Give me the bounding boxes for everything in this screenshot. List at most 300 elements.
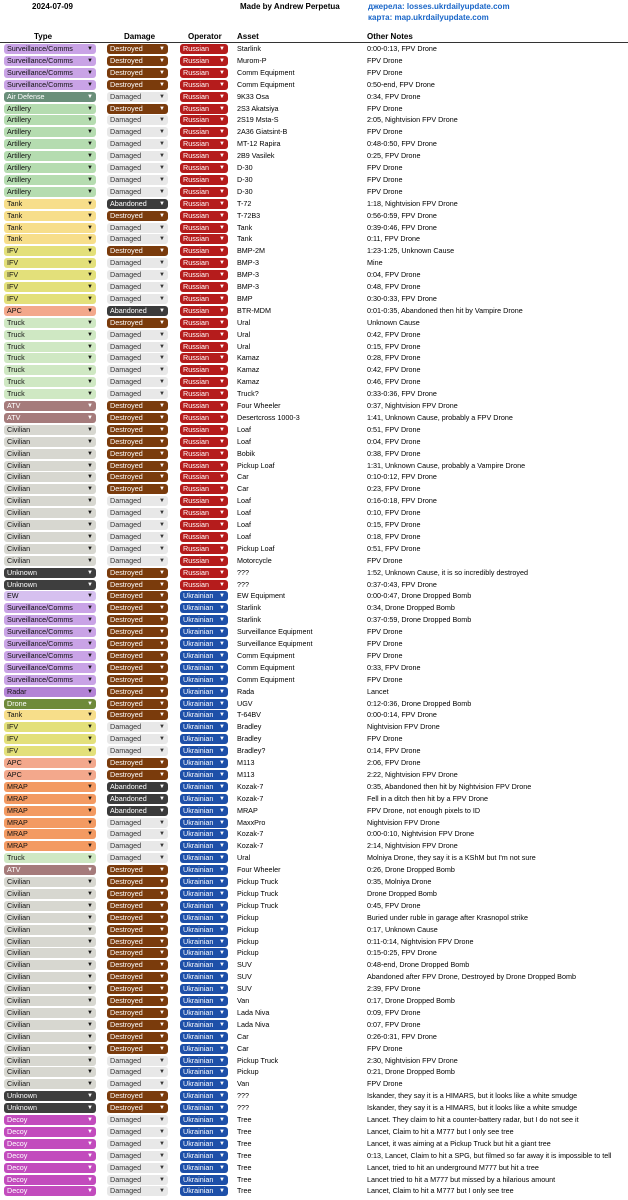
operator-select[interactable] [180, 234, 228, 244]
operator-select[interactable] [180, 1175, 228, 1185]
damage-select[interactable] [107, 1091, 168, 1101]
type-select[interactable] [4, 603, 96, 613]
damage-select[interactable] [107, 687, 168, 697]
type-select[interactable] [4, 211, 96, 221]
type-select[interactable] [4, 532, 96, 542]
type-select[interactable] [4, 80, 96, 90]
operator-select[interactable] [180, 377, 228, 387]
damage-select[interactable] [107, 782, 168, 792]
damage-select[interactable] [107, 425, 168, 435]
damage-select[interactable] [107, 758, 168, 768]
type-select[interactable] [4, 1032, 96, 1042]
operator-select[interactable] [180, 318, 228, 328]
type-select[interactable] [4, 413, 96, 423]
type-select[interactable] [4, 437, 96, 447]
damage-select[interactable] [107, 889, 168, 899]
damage-select[interactable] [107, 960, 168, 970]
damage-select[interactable] [107, 92, 168, 102]
type-select[interactable] [4, 68, 96, 78]
operator-select[interactable] [180, 568, 228, 578]
type-select[interactable] [4, 484, 96, 494]
operator-select[interactable] [180, 80, 228, 90]
operator-select[interactable] [180, 758, 228, 768]
operator-select[interactable] [180, 829, 228, 839]
type-select[interactable] [4, 449, 96, 459]
operator-select[interactable] [180, 1151, 228, 1161]
damage-select[interactable] [107, 139, 168, 149]
type-select-label: Civilian [7, 984, 31, 994]
type-select[interactable] [4, 223, 96, 233]
type-select[interactable] [4, 782, 96, 792]
damage-select[interactable] [107, 913, 168, 923]
operator-select[interactable] [180, 556, 228, 566]
damage-select[interactable] [107, 1079, 168, 1089]
operator-select[interactable] [180, 437, 228, 447]
operator-select[interactable] [180, 496, 228, 506]
damage-select[interactable] [107, 710, 168, 720]
type-select[interactable] [4, 651, 96, 661]
damage-select-label: Destroyed [110, 984, 143, 994]
damage-select[interactable] [107, 925, 168, 935]
type-select[interactable] [4, 306, 96, 316]
damage-select[interactable] [107, 663, 168, 673]
damage-select[interactable] [107, 115, 168, 125]
damage-select[interactable] [107, 818, 168, 828]
operator-select[interactable] [180, 342, 228, 352]
type-select[interactable] [4, 1186, 96, 1196]
operator-select[interactable] [180, 282, 228, 292]
operator-select[interactable] [180, 425, 228, 435]
sources-link[interactable]: джерела: losses.ukrdailyupdate.com [368, 2, 510, 11]
damage-select[interactable] [107, 651, 168, 661]
damage-select[interactable] [107, 603, 168, 613]
type-select-label: Artillery [7, 186, 31, 196]
type-select[interactable] [4, 199, 96, 209]
operator-select[interactable] [180, 44, 228, 54]
type-select[interactable] [4, 960, 96, 970]
type-select[interactable] [4, 56, 96, 66]
type-select[interactable] [4, 1044, 96, 1054]
damage-select[interactable] [107, 437, 168, 447]
damage-select[interactable] [107, 163, 168, 173]
operator-select[interactable] [180, 937, 228, 947]
type-select[interactable] [4, 1115, 96, 1125]
damage-select[interactable] [107, 639, 168, 649]
type-select[interactable] [4, 794, 96, 804]
damage-select[interactable] [107, 675, 168, 685]
type-select[interactable] [4, 389, 96, 399]
type-select[interactable] [4, 591, 96, 601]
type-select[interactable] [4, 948, 96, 958]
operator-select[interactable] [180, 56, 228, 66]
type-select[interactable] [4, 496, 96, 506]
type-select[interactable] [4, 175, 96, 185]
operator-select[interactable] [180, 806, 228, 816]
type-select[interactable] [4, 1020, 96, 1030]
type-select[interactable] [4, 282, 96, 292]
damage-select[interactable] [107, 389, 168, 399]
operator-select[interactable] [180, 889, 228, 899]
type-select[interactable] [4, 508, 96, 518]
type-select[interactable] [4, 1056, 96, 1066]
operator-select[interactable] [180, 246, 228, 256]
damage-select[interactable] [107, 806, 168, 816]
damage-select[interactable] [107, 449, 168, 459]
type-select[interactable] [4, 1151, 96, 1161]
operator-select[interactable] [180, 615, 228, 625]
operator-select[interactable] [180, 746, 228, 756]
operator-select[interactable] [180, 532, 228, 542]
operator-select[interactable] [180, 1008, 228, 1018]
operator-select[interactable] [180, 734, 228, 744]
type-select[interactable] [4, 127, 96, 137]
damage-select[interactable] [107, 829, 168, 839]
type-select[interactable] [4, 365, 96, 375]
operator-select[interactable] [180, 687, 228, 697]
damage-select[interactable] [107, 1151, 168, 1161]
damage-select[interactable] [107, 353, 168, 363]
damage-select[interactable] [107, 270, 168, 280]
operator-select[interactable] [180, 841, 228, 851]
operator-select[interactable] [180, 306, 228, 316]
type-select[interactable] [4, 889, 96, 899]
type-select[interactable] [4, 377, 96, 387]
operator-select[interactable] [180, 187, 228, 197]
damage-select[interactable] [107, 258, 168, 268]
type-select[interactable] [4, 44, 96, 54]
type-select[interactable] [4, 258, 96, 268]
operator-select[interactable] [180, 603, 228, 613]
type-select[interactable] [4, 270, 96, 280]
operator-select[interactable] [180, 877, 228, 887]
operator-select[interactable] [180, 472, 228, 482]
operator-select[interactable] [180, 960, 228, 970]
damage-select[interactable] [107, 246, 168, 256]
damage-select[interactable] [107, 794, 168, 804]
chevron-down-icon: ▼ [219, 724, 225, 731]
type-select[interactable] [4, 139, 96, 149]
operator-select[interactable] [180, 1067, 228, 1077]
type-select[interactable] [4, 568, 96, 578]
operator-select[interactable] [180, 115, 228, 125]
type-select[interactable] [4, 615, 96, 625]
damage-select[interactable] [107, 56, 168, 66]
damage-select[interactable] [107, 1020, 168, 1030]
operator-select[interactable] [180, 484, 228, 494]
type-select[interactable] [4, 1079, 96, 1089]
type-select[interactable] [4, 115, 96, 125]
type-select[interactable] [4, 937, 96, 947]
type-select[interactable] [4, 806, 96, 816]
operator-select[interactable] [180, 294, 228, 304]
operator-select[interactable] [180, 104, 228, 114]
operator-select[interactable] [180, 913, 228, 923]
type-select[interactable] [4, 520, 96, 530]
damage-select[interactable] [107, 877, 168, 887]
type-select[interactable] [4, 972, 96, 982]
damage-select[interactable] [107, 948, 168, 958]
type-select[interactable] [4, 687, 96, 697]
damage-select-label: Destroyed [110, 936, 143, 946]
type-select[interactable] [4, 984, 96, 994]
operator-select[interactable] [180, 901, 228, 911]
type-select[interactable] [4, 770, 96, 780]
damage-select[interactable] [107, 1139, 168, 1149]
operator-select[interactable] [180, 175, 228, 185]
operator-select[interactable] [180, 508, 228, 518]
damage-select[interactable] [107, 318, 168, 328]
damage-select[interactable] [107, 1186, 168, 1196]
type-select[interactable] [4, 699, 96, 709]
damage-select[interactable] [107, 746, 168, 756]
operator-select[interactable] [180, 1103, 228, 1113]
operator-select[interactable] [180, 996, 228, 1006]
operator-select[interactable] [180, 1079, 228, 1089]
type-select[interactable] [4, 246, 96, 256]
operator-select[interactable] [180, 461, 228, 471]
type-select[interactable] [4, 187, 96, 197]
operator-select[interactable] [180, 1056, 228, 1066]
type-select[interactable] [4, 663, 96, 673]
operator-select[interactable] [180, 520, 228, 530]
operator-select[interactable] [180, 865, 228, 875]
damage-select[interactable] [107, 615, 168, 625]
damage-select[interactable] [107, 234, 168, 244]
damage-select[interactable] [107, 972, 168, 982]
damage-select[interactable] [107, 568, 168, 578]
damage-select[interactable] [107, 80, 168, 90]
damage-select[interactable] [107, 496, 168, 506]
damage-select[interactable] [107, 544, 168, 554]
damage-select[interactable] [107, 1008, 168, 1018]
operator-select[interactable] [180, 925, 228, 935]
type-select[interactable] [4, 318, 96, 328]
damage-select[interactable] [107, 627, 168, 637]
damage-select[interactable] [107, 1056, 168, 1066]
type-select[interactable] [4, 330, 96, 340]
operator-select[interactable] [180, 591, 228, 601]
operator-select[interactable] [180, 794, 228, 804]
operator-select[interactable] [180, 948, 228, 958]
damage-select[interactable] [107, 841, 168, 851]
damage-select[interactable] [107, 306, 168, 316]
damage-select[interactable] [107, 722, 168, 732]
operator-select[interactable] [180, 68, 228, 78]
damage-select[interactable] [107, 532, 168, 542]
operator-select[interactable] [180, 853, 228, 863]
type-select[interactable] [4, 104, 96, 114]
damage-select[interactable] [107, 699, 168, 709]
type-select[interactable] [4, 877, 96, 887]
damage-select[interactable] [107, 937, 168, 947]
type-select[interactable] [4, 342, 96, 352]
type-select[interactable] [4, 401, 96, 411]
operator-select[interactable] [180, 163, 228, 173]
type-select[interactable] [4, 472, 96, 482]
damage-select[interactable] [107, 211, 168, 221]
operator-select-label: Ukrainian [183, 1162, 214, 1172]
type-select[interactable] [4, 675, 96, 685]
damage-select[interactable] [107, 365, 168, 375]
damage-select[interactable] [107, 1115, 168, 1125]
damage-select[interactable] [107, 1163, 168, 1173]
damage-select[interactable] [107, 508, 168, 518]
damage-select[interactable] [107, 377, 168, 387]
damage-select[interactable] [107, 1067, 168, 1077]
type-select[interactable] [4, 163, 96, 173]
type-select[interactable] [4, 1067, 96, 1077]
damage-select[interactable] [107, 734, 168, 744]
damage-select[interactable] [107, 1175, 168, 1185]
chevron-down-icon: ▼ [219, 176, 225, 183]
damage-select[interactable] [107, 175, 168, 185]
operator-select[interactable] [180, 770, 228, 780]
type-select[interactable] [4, 1175, 96, 1185]
damage-select[interactable] [107, 580, 168, 590]
operator-select[interactable] [180, 1044, 228, 1054]
damage-select[interactable] [107, 413, 168, 423]
damage-select[interactable] [107, 984, 168, 994]
type-select[interactable] [4, 556, 96, 566]
type-select[interactable] [4, 627, 96, 637]
operator-select[interactable] [180, 972, 228, 982]
operator-select[interactable] [180, 401, 228, 411]
type-select[interactable] [4, 234, 96, 244]
operator-select[interactable] [180, 139, 228, 149]
type-select[interactable] [4, 865, 96, 875]
operator-select[interactable] [180, 818, 228, 828]
operator-select[interactable] [180, 1091, 228, 1101]
type-select[interactable] [4, 829, 96, 839]
type-select[interactable] [4, 901, 96, 911]
type-select[interactable] [4, 580, 96, 590]
type-select[interactable] [4, 913, 96, 923]
type-select[interactable] [4, 151, 96, 161]
type-select[interactable] [4, 461, 96, 471]
damage-select[interactable] [107, 68, 168, 78]
operator-select[interactable] [180, 663, 228, 673]
damage-select[interactable] [107, 461, 168, 471]
type-select[interactable] [4, 1139, 96, 1149]
damage-select[interactable] [107, 853, 168, 863]
damage-select[interactable] [107, 44, 168, 54]
damage-select[interactable] [107, 151, 168, 161]
type-select[interactable] [4, 1091, 96, 1101]
operator-select[interactable] [180, 1139, 228, 1149]
type-select[interactable] [4, 710, 96, 720]
damage-select[interactable] [107, 1103, 168, 1113]
operator-select[interactable] [180, 1032, 228, 1042]
operator-select[interactable] [180, 223, 228, 233]
operator-select[interactable] [180, 1020, 228, 1030]
operator-select[interactable] [180, 699, 228, 709]
type-select[interactable] [4, 1008, 96, 1018]
type-select[interactable] [4, 853, 96, 863]
operator-select[interactable] [180, 710, 228, 720]
type-select[interactable] [4, 92, 96, 102]
operator-select[interactable] [180, 258, 228, 268]
damage-select[interactable] [107, 187, 168, 197]
type-select[interactable] [4, 544, 96, 554]
damage-select[interactable] [107, 330, 168, 340]
operator-select[interactable] [180, 151, 228, 161]
operator-select[interactable] [180, 782, 228, 792]
damage-select[interactable] [107, 1032, 168, 1042]
type-select[interactable] [4, 758, 96, 768]
operator-select[interactable] [180, 353, 228, 363]
operator-select[interactable] [180, 389, 228, 399]
type-select[interactable] [4, 734, 96, 744]
damage-select[interactable] [107, 770, 168, 780]
type-select[interactable] [4, 1127, 96, 1137]
damage-select[interactable] [107, 865, 168, 875]
type-select[interactable] [4, 425, 96, 435]
operator-select[interactable] [180, 1115, 228, 1125]
damage-select[interactable] [107, 294, 168, 304]
damage-select[interactable] [107, 901, 168, 911]
type-select[interactable] [4, 746, 96, 756]
type-select[interactable] [4, 294, 96, 304]
operator-select[interactable] [180, 270, 228, 280]
damage-select[interactable] [107, 591, 168, 601]
operator-select[interactable] [180, 1127, 228, 1137]
damage-select[interactable] [107, 127, 168, 137]
operator-select[interactable] [180, 651, 228, 661]
damage-select[interactable] [107, 556, 168, 566]
map-link[interactable]: карта: map.ukrdailyupdate.com [368, 13, 489, 22]
operator-select[interactable] [180, 1163, 228, 1173]
damage-select[interactable] [107, 282, 168, 292]
operator-select[interactable] [180, 1186, 228, 1196]
type-select[interactable] [4, 818, 96, 828]
damage-select[interactable] [107, 401, 168, 411]
operator-select[interactable] [180, 92, 228, 102]
damage-select[interactable] [107, 1127, 168, 1137]
damage-select[interactable] [107, 199, 168, 209]
damage-select[interactable] [107, 1044, 168, 1054]
operator-select[interactable] [180, 199, 228, 209]
operator-select[interactable] [180, 627, 228, 637]
operator-select[interactable] [180, 675, 228, 685]
operator-select[interactable] [180, 211, 228, 221]
damage-select[interactable] [107, 342, 168, 352]
operator-select[interactable] [180, 722, 228, 732]
operator-select[interactable] [180, 544, 228, 554]
operator-select[interactable] [180, 365, 228, 375]
type-select[interactable] [4, 925, 96, 935]
damage-select[interactable] [107, 472, 168, 482]
type-select[interactable] [4, 1163, 96, 1173]
operator-select[interactable] [180, 580, 228, 590]
type-select[interactable] [4, 996, 96, 1006]
operator-select[interactable] [180, 984, 228, 994]
operator-select[interactable] [180, 127, 228, 137]
type-select[interactable] [4, 639, 96, 649]
type-select[interactable] [4, 1103, 96, 1113]
operator-select[interactable] [180, 413, 228, 423]
type-select[interactable] [4, 353, 96, 363]
operator-select[interactable] [180, 449, 228, 459]
type-select[interactable] [4, 722, 96, 732]
damage-select[interactable] [107, 520, 168, 530]
type-select[interactable] [4, 841, 96, 851]
damage-select[interactable] [107, 996, 168, 1006]
operator-select[interactable] [180, 639, 228, 649]
damage-select[interactable] [107, 104, 168, 114]
operator-select[interactable] [180, 330, 228, 340]
damage-select[interactable] [107, 484, 168, 494]
damage-select[interactable] [107, 223, 168, 233]
